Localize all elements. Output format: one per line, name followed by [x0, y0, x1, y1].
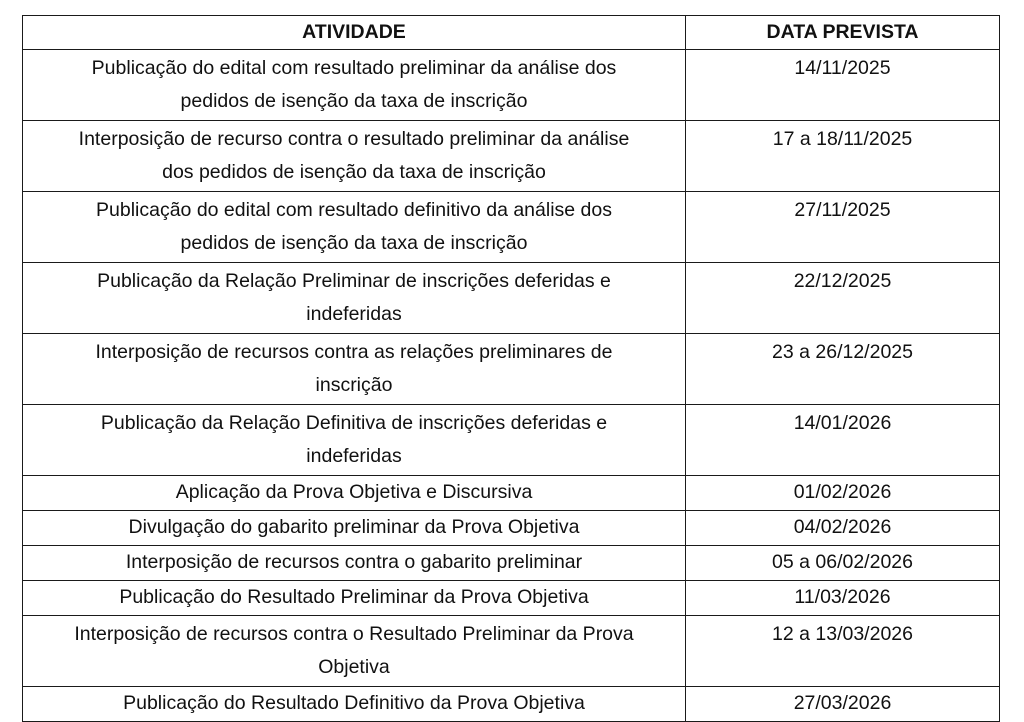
activity-text-line: inscrição	[315, 374, 393, 396]
activity-text-line: Aplicação da Prova Objetiva e Discursiva	[175, 481, 533, 503]
activity-cell	[23, 334, 686, 405]
date-cell: 17 a 18/11/2025	[686, 121, 1000, 192]
activity-text-line: pedidos de isenção da taxa de inscrição	[180, 90, 528, 112]
table-row	[23, 581, 1000, 616]
schedule-body	[23, 50, 1000, 722]
schedule-table	[22, 15, 1000, 722]
date-cell: 22/12/2025	[686, 263, 1000, 334]
table-row	[23, 546, 1000, 581]
activity-text-line: Interposição de recursos contra o Resultado Preliminar da Prova	[74, 623, 634, 645]
date-cell: 27/03/2026	[686, 687, 1000, 722]
activity-column-header: ATIVIDADE	[23, 16, 686, 50]
date-cell: 23 a 26/12/2025	[686, 334, 1000, 405]
activity-cell	[23, 476, 686, 511]
activity-text-line: Interposição de recursos contra as relações preliminares de	[95, 341, 613, 363]
date-cell: 05 a 06/02/2026	[686, 546, 1000, 581]
activity-cell	[23, 546, 686, 581]
activity-cell	[23, 687, 686, 722]
table-row	[23, 50, 1000, 121]
date-column-header: DATA PREVISTA	[686, 16, 1000, 50]
activity-text-line: Publicação do Resultado Preliminar da Prova Objetiva	[119, 586, 589, 608]
activity-text-line: Publicação da Relação Definitiva de inscrições deferidas e	[100, 412, 608, 434]
activity-cell	[23, 405, 686, 476]
table-row	[23, 616, 1000, 687]
table-row	[23, 334, 1000, 405]
activity-cell	[23, 616, 686, 687]
activity-cell	[23, 50, 686, 121]
date-cell: 27/11/2025	[686, 192, 1000, 263]
table-row	[23, 263, 1000, 334]
activity-text-line: dos pedidos de isenção da taxa de inscrição	[162, 161, 546, 183]
table-row	[23, 192, 1000, 263]
table-row	[23, 405, 1000, 476]
activity-text-line: indeferidas	[306, 445, 402, 467]
header-row	[23, 16, 1000, 50]
table-row	[23, 687, 1000, 722]
date-cell: 12 a 13/03/2026	[686, 616, 1000, 687]
table-row	[23, 511, 1000, 546]
activity-cell	[23, 581, 686, 616]
activity-text-line: Interposição de recurso contra o resultado preliminar da análise	[78, 128, 630, 150]
activity-text-line: pedidos de isenção da taxa de inscrição	[180, 232, 528, 254]
activity-cell	[23, 121, 686, 192]
activity-cell	[23, 263, 686, 334]
activity-cell	[23, 511, 686, 546]
activity-cell	[23, 192, 686, 263]
activity-text-line: Interposição de recursos contra o gabarito preliminar	[125, 551, 583, 573]
activity-text-line: Publicação da Relação Preliminar de inscrições deferidas e	[97, 270, 611, 292]
activity-text-line: Publicação do Resultado Definitivo da Prova Objetiva	[123, 692, 585, 714]
date-cell: 14/11/2025	[686, 50, 1000, 121]
date-cell: 04/02/2026	[686, 511, 1000, 546]
date-cell: 14/01/2026	[686, 405, 1000, 476]
activity-text-line: indeferidas	[306, 303, 402, 325]
date-cell: 11/03/2026	[686, 581, 1000, 616]
date-cell: 01/02/2026	[686, 476, 1000, 511]
table-row	[23, 121, 1000, 192]
table-row	[23, 476, 1000, 511]
activity-text-line: Publicação do edital com resultado definitivo da análise dos	[96, 199, 612, 221]
activity-text-line: Objetiva	[318, 656, 390, 678]
activity-text-line: Divulgação do gabarito preliminar da Prova Objetiva	[128, 516, 580, 538]
activity-text-line: Publicação do edital com resultado preliminar da análise dos	[91, 57, 617, 79]
